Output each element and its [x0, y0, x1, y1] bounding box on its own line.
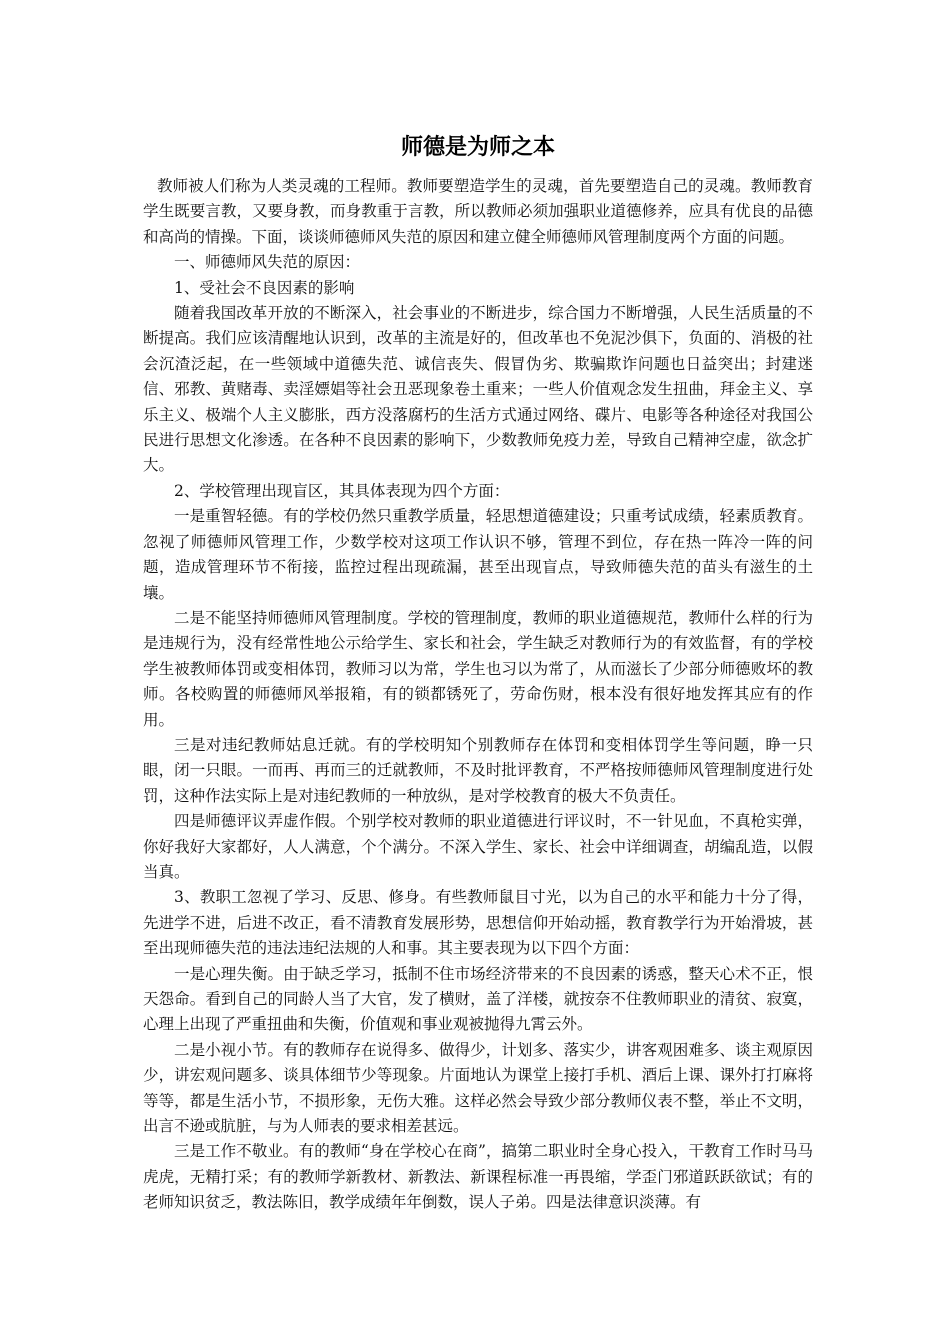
document-body — [143, 132, 813, 1216]
document-title: 师德是为师之本 — [400, 135, 555, 160]
paragraph-management-point-2: 二是不能坚持师德师风管理制度。学校的管理制度，教师的职业道德规范，教师什么样的行为是违规行为，没有经常性地公示给学生、家长和社会，学生缺乏对教师行为的有效监督，有的学校学生被教师体罚或变相体罚，教师习以为常，学生也习以为常了，从而滋长了少部分师德败坏的教师。各校购置的师德师风举报箱，有的锁都锈死了，劳命伤财，根本没有很好地发挥其应有的作用。 — [143, 608, 813, 729]
subheading-social-factors: 1、受社会不良因素的影响 — [174, 278, 355, 297]
paragraph-staff-point-3: 三是工作不敬业。有的教师“身在学校心在商”，搞第二职业时全身心投入，干教育工作时马马虎虎，无精打采；有的教师学新教材、新教法、新课程标准一再畏缩，学歪门邪道跃跃欲试；有的老师知识贫乏，教法陈旧，教学成绩年年倒数，误人子弟。四是法律意识淡薄。有 — [143, 1142, 813, 1212]
paragraph-management-point-4: 四是师德评议弄虚作假。个别学校对教师的职业道德进行评议时，不一针见血，不真枪实弹，你好我好大家都好，人人满意，个个满分。不深入学生、家长、社会中详细调查，胡编乱造，以假当真。 — [143, 812, 813, 881]
paragraph-intro: 教师被人们称为人类灵魂的工程师。教师要塑造学生的灵魂，首先要塑造自己的灵魂。教师教育学生既要言教，又要身教，而身教重于言教，所以教师必须加强职业道德修养，应具有优良的品德和高尚的情操。下面，谈谈师德师风失范的原因和建立健全师德师风管理制度两个方面的问题。 — [143, 177, 813, 246]
paragraph-social-factors: 随着我国改革开放的不断深入，社会事业的不断进步，综合国力不断增强，人民生活质量的不断提高。我们应该清醒地认识到，改革的主流是好的，但改革也不免泥沙俱下，负面的、消极的社会沉渣泛起，在一些领域中道德失范、诚信丧失、假冒伪劣、欺骗欺诈问题也日益突出；封建迷信、邪教、黄赌毒、卖淫嫖娼等社会丑恶现象卷土重来；一些人价值观念发生扭曲，拜金主义、享乐主义、极端个人主义膨胀，西方没落腐朽的生活方式通过网络、碟片、电影等各种途径对我国公民进行思想文化渗透。在各种不良因素的影响下，少数教师免疫力差，导致自己精神空虚，欲念扩大。 — [143, 304, 813, 475]
paragraph-management-point-1: 一是重智轻德。有的学校仍然只重教学质量，轻思想道德建设；只重考试成绩，轻素质教育。忽视了师德师风管理工作，少数学校对这项工作认识不够，管理不到位，存在热一阵冷一阵的问题，造成管理环节不衔接，监控过程出现疏漏，甚至出现盲点，导致师德失范的苗头有滋生的土壤。 — [143, 507, 813, 602]
subheading-self-cultivation: 3、教职工忽视了学习、反思、修身。有些教师鼠目寸光，以为自己的水平和能力十分了得，先进学不进，后进不改正，看不清教育发展形势，思想信仰开始动摇，教育教学行为开始滑坡，甚至出现师德失范的违法违纪法规的人和事。其主要表现为以下四个方面： — [143, 888, 813, 958]
paragraph-staff-point-2: 二是小视小节。有的教师存在说得多、做得少，计划多、落实少，讲客观困难多、谈主观原因少，讲宏观问题多、谈具体细节少等现象。片面地认为课堂上接打手机、酒后上课、课外打打麻将等等，都是生活小节，不损形象，无伤大雅。这样必然会导致少部分教师仪表不整，举止不文明，出言不逊或肮脏，与为人师表的要求相差甚远。 — [143, 1040, 813, 1136]
subheading-management-blindspots: 2、学校管理出现盲区，其具体表现为四个方面： — [174, 481, 510, 500]
paragraph-staff-point-1: 一是心理失衡。由于缺乏学习，抵制不住市场经济带来的不良因素的诱惑，整天心术不正，恨天怨命。看到自己的同龄人当了大官，发了横财，盖了洋楼，就按奈不住教师职业的清贫、寂寞，心理上出现了严重扭曲和失衡，价值观和事业观被抛得九霄云外。 — [143, 964, 813, 1034]
paragraph-management-point-3: 三是对违纪教师姑息迁就。有的学校明知个别教师存在体罚和变相体罚学生等问题，睁一只眼，闭一只眼。一而再、再而三的迁就教师，不及时批评教育，不严格按师德师风管理制度进行处罚，这种作法实际上是对违纪教师的一种放纵，是对学校教育的极大不负责任。 — [143, 735, 813, 805]
section-heading-causes: 一、师德师风失范的原因： — [174, 253, 361, 272]
